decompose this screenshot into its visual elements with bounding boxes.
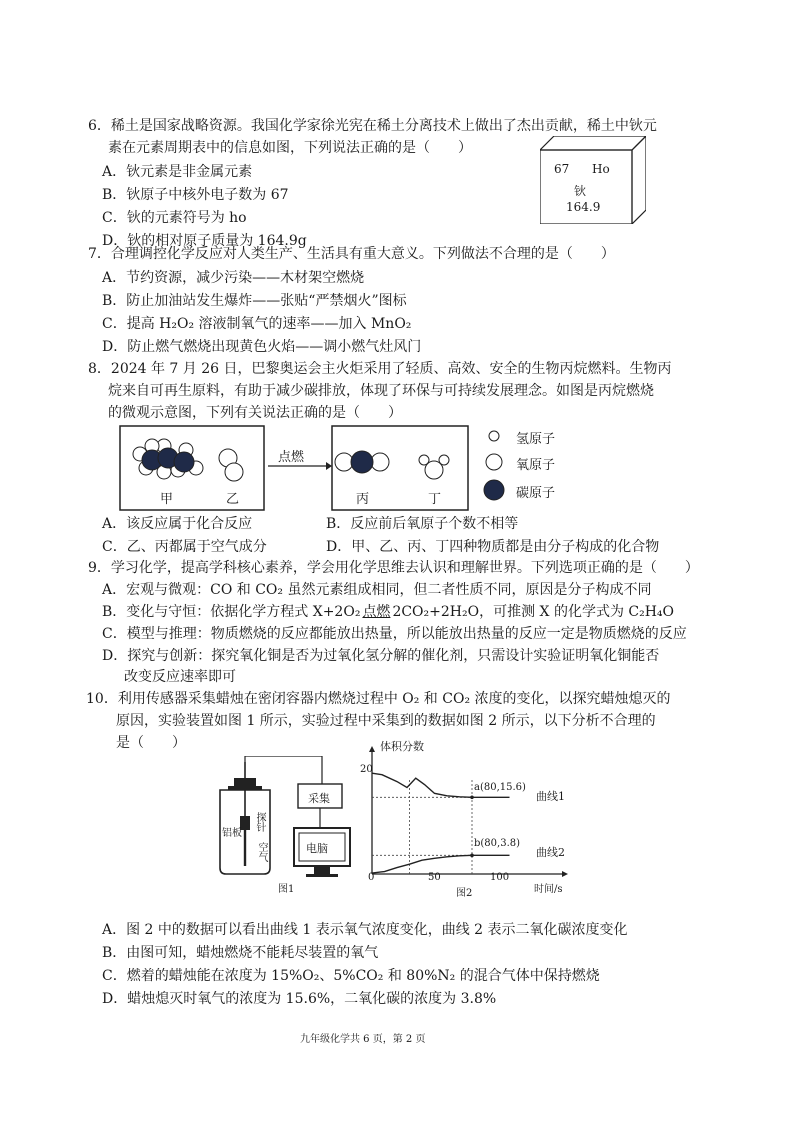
series-line-2 (372, 855, 510, 873)
page-footer: 九年级化学共 6 页，第 2 页 (300, 1034, 426, 1045)
q8-stem-line2: 烷来自可再生原料，有助于减少碳排放，体现了环保与可持续发展理念。如图是丙烷燃烧 (108, 383, 654, 399)
label-yi: 乙 (226, 492, 240, 507)
q8-option-c: C．乙、丙都属于空气成分 (102, 539, 267, 555)
legend-oxygen: 氧原子 (516, 458, 556, 473)
q8-option-d: D．甲、乙、丙、丁四种物质都是由分子构成的化合物 (326, 539, 660, 555)
point-b (470, 854, 474, 858)
q10-option-b: B．由图可知，蜡烛燃烧不能耗尽装置的氧气 (102, 945, 379, 961)
q8-option-b: B．反应前后氧原子个数不相等 (326, 516, 519, 532)
chart-xtick-100: 100 (490, 872, 510, 883)
chart-caption: 图2 (456, 888, 473, 899)
q6-option-d: D．钬的相对原子质量为 164.9g (102, 233, 307, 249)
legend-hydrogen: 氢原子 (516, 432, 556, 447)
q8-stem-line1: 8．2024 年 7 月 26 日，巴黎奥运会主火炬采用了轻质、高效、安全的生物丙烷燃料。生物丙 (88, 361, 672, 377)
element-number: 67 (554, 162, 570, 176)
q7-option-c: C．提高 H₂O₂ 溶液制氧气的速率——加入 MnO₂ (102, 316, 412, 332)
element-name: 钬 (574, 184, 587, 198)
plate-label: 铝板 (222, 828, 242, 839)
series-label-2: 曲线2 (536, 846, 565, 859)
needle-label: 探针 (254, 812, 265, 832)
chart-ylabel: 体积分数 (380, 740, 424, 753)
q6-stem-line2: 素在元素周期表中的信息如图，下列说法正确的是（ ） (108, 140, 472, 156)
oxygen-molecule (219, 449, 243, 481)
q10-option-a: A．图 2 中的数据可以看出曲线 1 表示氧气浓度变化，曲线 2 表示二氧化碳浓度变化 (102, 922, 628, 938)
q10-option-c: C．燃着的蜡烛能在浓度为 15%O₂、5%CO₂ 和 80%N₂ 的混合气体中保持燃烧 (102, 968, 600, 984)
element-mass: 164.9 (566, 200, 601, 214)
figure-2-chart (356, 738, 582, 898)
q9-option-d-line2: 改变反应速率即可 (124, 669, 236, 685)
figure-1-caption: 图1 (278, 884, 295, 895)
water-molecule (419, 455, 449, 479)
q6-stem-line1: 6．稀土是国家战略资源。我国化学家徐光宪在稀土分离技术上做出了杰出贡献，稀土中钬元 (88, 118, 657, 134)
propane-molecule (133, 439, 203, 479)
x-axis-arrow (562, 871, 568, 877)
q7-option-a: A．节约资源，减少污染——木材架空燃烧 (102, 270, 365, 286)
q9-option-a: A．宏观与微观：CO 和 CO₂ 虽然元素组成相同，但二者性质不同，原因是分子构成不同 (102, 582, 652, 598)
annotation-b: b(80,3.8) (474, 838, 521, 849)
annotation-a: a(80,15.6) (474, 782, 526, 793)
q9-option-c: C．模型与推理：物质燃烧的反应都能放出热量，所以能放出热量的反应一定是物质燃烧的反应 (102, 626, 687, 642)
legend-carbon: 碳原子 (516, 486, 556, 501)
label-jia: 甲 (160, 492, 174, 507)
air-label: 空气 (256, 842, 267, 862)
chart-xlabel: 时间/s (534, 884, 563, 895)
label-ding: 丁 (428, 492, 442, 507)
chart-xtick-50: 50 (428, 872, 441, 883)
q8-option-a: A．该反应属于化合反应 (102, 516, 253, 532)
collector-label: 采集 (308, 792, 330, 805)
q10-stem-line1: 10．利用传感器采集蜡烛在密闭容器内燃烧过程中 O₂ 和 CO₂ 浓度的变化，以探究蜡烛熄灭的 (86, 691, 671, 707)
point-a (470, 796, 474, 800)
q6-option-b: B．钬原子中核外电子数为 67 (102, 187, 289, 203)
q7-option-d: D．防止燃气燃烧出现黄色火焰——调小燃气灶风门 (102, 339, 422, 355)
q9-option-b-prefix: B．变化与守恒：依据化学方程式 X+2O₂ (102, 604, 361, 620)
q6-option-c: C．钬的元素符号为 ho (102, 210, 247, 226)
q10-stem-line2: 原因，实验装置如图 1 所示，实验过程中采集到的数据如图 2 所示，以下分析不合理的 (116, 713, 656, 729)
element-symbol: Ho (592, 162, 610, 176)
q9-option-d-line1: D．探究与创新：探究氧化铜是否为过氧化氢分解的催化剂，只需设计实验证明氧化铜能否 (102, 648, 660, 664)
q7-option-b: B．防止加油站发生爆炸——张贴“严禁烟火”图标 (102, 293, 407, 309)
q10-stem-line3: 是（ ） (116, 735, 186, 751)
computer-label: 电脑 (306, 842, 328, 855)
element-card (540, 136, 646, 224)
chart-svg (356, 738, 582, 898)
figure-1-apparatus (214, 756, 364, 895)
q8-stem-line3: 的微观示意图，下列有关说法正确的是（ ） (108, 405, 402, 421)
q10-option-d: D．蜡烛熄灭时氧气的浓度为 15.6%，二氧化碳的浓度为 3.8% (102, 991, 497, 1007)
chart-ytick-20: 20 (360, 764, 373, 775)
q9-option-b (102, 602, 674, 622)
arrow-label: 点燃 (278, 450, 305, 465)
q6-option-a: A．钬元素是非金属元素 (102, 164, 253, 180)
q9-option-b-condition: 点燃 (362, 604, 391, 620)
q9-option-b-suffix: 2CO₂+2H₂O，可推测 X 的化学式为 C₂H₄O (392, 604, 675, 620)
reaction-diagram (118, 424, 598, 514)
label-bing: 丙 (356, 492, 370, 507)
y-axis-arrow (369, 746, 375, 752)
co2-molecule (335, 451, 389, 473)
chart-xtick-0: 0 (368, 872, 375, 883)
q7-stem: 7．合理调控化学反应对人类生产、生活具有重大意义。下列做法不合理的是（ ） (88, 246, 615, 262)
series-label-1: 曲线1 (536, 790, 565, 803)
q9-stem: 9．学习化学，提高学科核心素养，学会用化学思维去认识和理解世界。下列选项正确的是（ ） (88, 560, 699, 576)
